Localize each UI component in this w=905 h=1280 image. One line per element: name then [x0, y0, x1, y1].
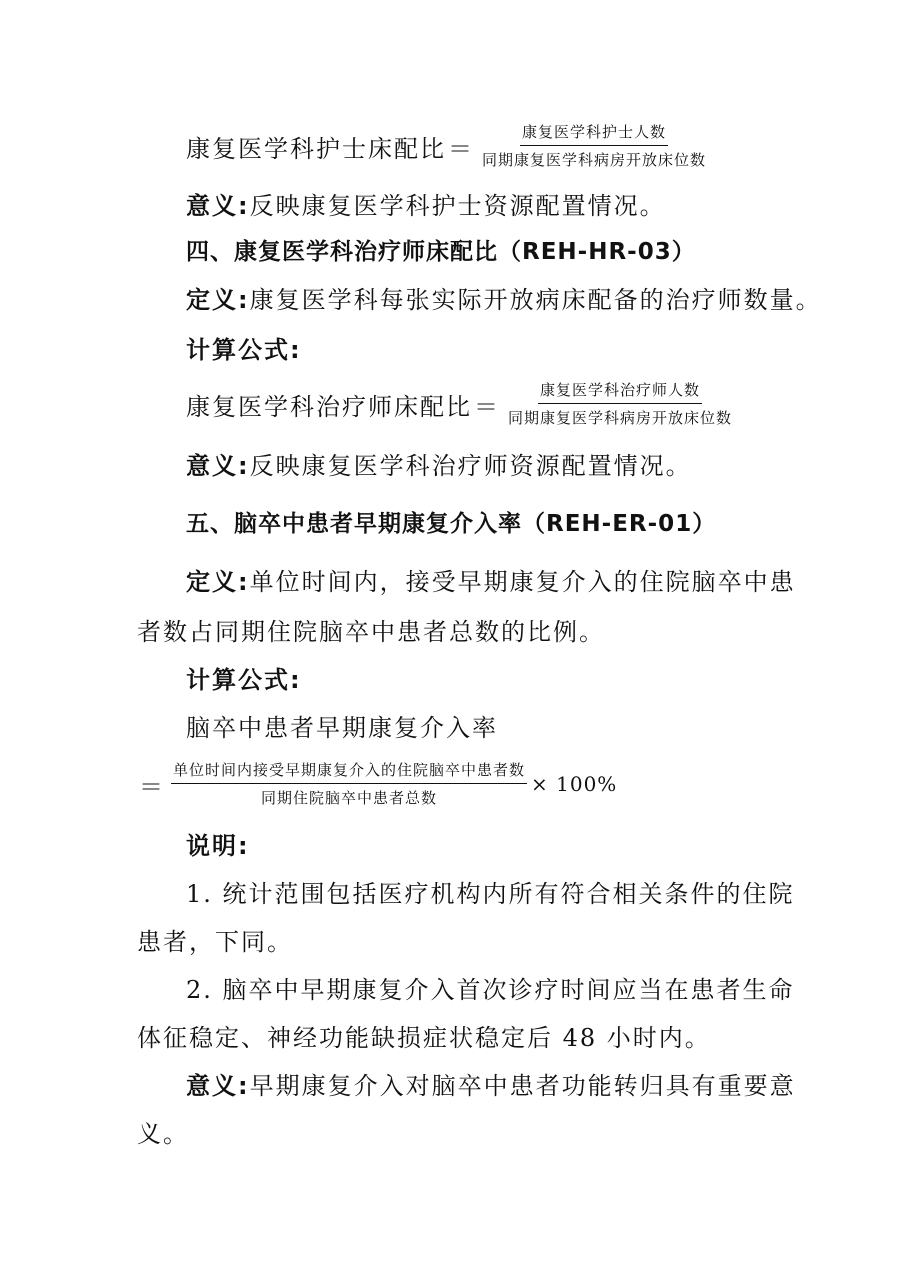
sec4-definition	[0, 284, 905, 316]
sec3-meaning	[0, 190, 905, 222]
formula-early-rehab-rate	[137, 760, 617, 808]
fraction	[171, 760, 527, 808]
sec4-meaning	[0, 450, 905, 482]
formula-lhs: 康复医学科护士床配比	[186, 134, 446, 163]
definition-label: 定义:	[186, 286, 250, 314]
meaning-label: 意义:	[186, 1072, 250, 1100]
meaning-label: 意义:	[186, 452, 250, 480]
definition-text: 康复医学科每张实际开放病床配备的治疗师数量。	[249, 286, 822, 314]
multiplier: × 100%	[531, 772, 618, 796]
fraction-denominator: 同期康复医学科病房开放床位数	[482, 151, 707, 169]
equals-sign: ＝	[448, 134, 474, 163]
fraction-numerator: 康复医学科护士人数	[520, 122, 668, 146]
sec5-definition-line2: 者数占同期住院脑卒中患者总数的比例。	[137, 618, 605, 646]
sec5-meaning-line2: 义。	[137, 1120, 189, 1148]
formula-therapist-bed-ratio	[186, 380, 734, 428]
sec5-note1-line1: 1. 统计范围包括医疗机构内所有符合相关条件的住院	[186, 880, 795, 908]
fraction-denominator: 同期康复医学科病房开放床位数	[508, 409, 733, 427]
fraction	[480, 122, 708, 170]
fraction-numerator: 康复医学科治疗师人数	[538, 380, 702, 404]
sec5-calc-label: 计算公式:	[186, 666, 302, 694]
sec5-meaning-line1	[0, 1070, 905, 1102]
sec4-calc-label: 计算公式:	[186, 336, 302, 364]
meaning-text: 早期康复介入对脑卒中患者功能转归具有重要意	[249, 1072, 796, 1100]
fraction-denominator: 同期住院脑卒中患者总数	[261, 789, 438, 807]
sec5-note1-line2: 患者，下同。	[137, 928, 293, 956]
fraction-numerator: 单位时间内接受早期康复介入的住院脑卒中患者数	[171, 760, 527, 784]
meaning-text: 反映康复医学科治疗师资源配置情况。	[249, 452, 692, 480]
sec5-heading: 五、脑卒中患者早期康复介入率（REH-ER-01）	[186, 511, 717, 537]
sec4-heading: 四、康复医学科治疗师床配比（REH-HR-03）	[186, 239, 696, 265]
definition-text: 单位时间内，接受早期康复介入的住院脑卒中患	[249, 568, 796, 596]
sec5-note-label: 说明:	[186, 832, 250, 860]
sec5-definition-line1	[0, 566, 905, 598]
meaning-text: 反映康复医学科护士资源配置情况。	[249, 192, 666, 220]
equals-sign: ＝	[474, 392, 500, 421]
sec5-formula-lhs: 脑卒中患者早期康复介入率	[186, 714, 498, 742]
sec5-note2-line1: 2. 脑卒中早期康复介入首次诊疗时间应当在患者生命	[186, 976, 795, 1004]
definition-label: 定义:	[186, 568, 250, 596]
equals-sign: ＝	[139, 772, 165, 801]
sec5-note2-line2: 体征稳定、神经功能缺损症状稳定后 48 小时内。	[137, 1024, 711, 1052]
formula-lhs: 康复医学科治疗师床配比	[186, 392, 472, 421]
formula-nurse-bed-ratio	[186, 122, 708, 170]
fraction	[506, 380, 734, 428]
meaning-label: 意义:	[186, 192, 250, 220]
